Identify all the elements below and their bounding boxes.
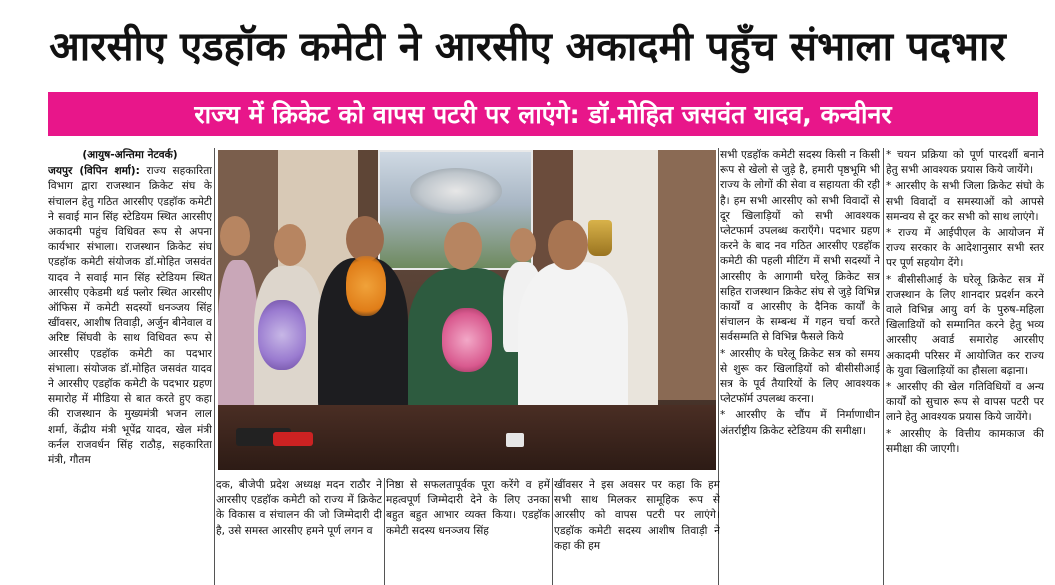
- article-column-5: [720, 148, 880, 585]
- article-column-6: [886, 148, 1044, 585]
- byline: (आयुष-अन्तिमा नेटवर्क): [82, 149, 178, 161]
- column-rule: [552, 478, 553, 585]
- column-5-paragraph: सभी एडहॉक कमेटी सदस्य किसी न किसी रूप से खेलो से जुड़े है, हमारी पृष्ठभूमि भी राज्य के लोगों की सेवा व सहायता की रही है। हम सभी आरसीए को सभी विवादों से दूर खिलाड़ियों को सभी आवश्यक प्लेटफार्म उपलब्ध कराएँगे। पदभार ग्रहण करने के बाद नव गठित आरसीए एडहॉक कमेटी की पहली मीटिंग में सभी सदस्यों ने आरसीए के आगामी घरेलू क्रिकेट सत्र सहित राजस्थान क्रिकेट संघ से जुड़े विभिन्न कार्यों व आरसीए के दैनिक कार्यों के संचालन के सम्बन्ध में गहन चर्चा करते सर्वसम्मति से विभिन्न फैसले किये: [720, 149, 880, 344]
- column-2-text: दक, बीजेपी प्रदेश अध्यक्ष मदन राठौर ने आरसीए एडहॉक कमेटी को राज्य में क्रिकेट के विकास व संचालन की जो जिम्मेदारी दी है, उसे समस्त आरसीए हमने पूर्ण लगन व: [216, 479, 382, 537]
- column-6-point: * आरसीए के सभी जिला क्रिकेट संघो के सभी विवादों व समस्याओं को आपसे समन्वय से दूर कर सभी को साथ लाएंगे।: [886, 180, 1044, 223]
- microphone: [273, 432, 313, 446]
- article-column-1: [48, 148, 212, 585]
- subheadline: राज्य में क्रिकेट को वापस पटरी पर लाएंगे: डॉ.मोहित जसवंत यादव, कन्वीनर: [48, 92, 1038, 136]
- column-6-point: * राज्य में आईपीएल के आयोजन में राज्य सरकार के आदेशानुसार सभी स्तर पर पूर्ण सहयोग देंगे।: [886, 227, 1044, 270]
- column-rule: [883, 148, 884, 585]
- cup: [506, 433, 524, 447]
- column-6-point: * आरसीए के वित्तीय कामकाज की समीक्षा की जाएगी।: [886, 427, 1044, 455]
- column-6-point: * आरसीए की खेल गतिविधियों व अन्य कार्यों को सुचारु रूप से वापस पटरी पर लाने हेतु आवश्यक प्रयास किये जायेंगे।: [886, 381, 1044, 424]
- column-rule: [214, 148, 215, 585]
- column-5-point: * आरसीए के चौंप में निर्माणाधीन अंतर्राष्ट्रीय क्रिकेट स्टेडियम की समीक्षा।: [720, 409, 880, 437]
- column-5-point: * आरसीए के घरेलू क्रिकेट सत्र को समय से शुरू कर खिलाड़ियों को बीसीसीआई सत्र के पूर्व तैयारियों के लिए आवश्यक प्लेटफॉर्म उपलब्ध करना।: [720, 347, 880, 406]
- column-1-text: राज्य सहकारिता विभाग द्वारा राजस्थान क्रिकेट संघ के संचालन हेतु गठित आरसीए एडहॉक कमेटी ने सवाई मान सिंह स्टेडियम स्थित आरसीए अकादमी पहुंच विधिवत रूप से अपना कार्यभार संभाला। राजस्थान क्रिकेट संघ एडहॉक कमेटी संयोजक डॉ.मोहित जसवंत यादव ने सवाई मान सिंह स्टेडियम स्थित आरसीए एकेडमी थर्ड फ्लोर स्थित आरसीए ऑफिस में कमेटी सदस्यों धनञ्जय सिंह खींवसर, आशीष तिवाड़ी, अर्जुन बीनेवाल व अरिष्ट सिंघवी के साथ विधिवत रूप से आरसीए एडहॉक कमेटी का पदभार संभाला। संयोजक डॉ.मोहित जसवंत यादव ने आरसीए एडहॉक कमेटी के पदभार ग्रहण समारोह में मीडिया से बात करते हुए कहा की राजस्थान के मुख्यमंत्री भजन लाल शर्मा, केंद्रीय मंत्री भूपेंद्र यादव, खेल मंत्री कर्नल राजवर्धन सिंह राठौड़, सहकारिता मंत्री, गौतम: [48, 165, 212, 467]
- article-column-4: [554, 478, 720, 585]
- headline: आरसीए एडहॉक कमेटी ने आरसीए अकादमी पहुँच संभाला पदभार: [49, 23, 1006, 70]
- column-3-text: निष्ठा से सफलतापूर्वक पूरा करेंगे व हमें महत्वपूर्ण जिम्मेदारी देने के लिए उनका बहुत बहुत आभार व्यक्त किया। एडहॉक कमेटी सदस्य धनञ्जय सिंह: [386, 479, 550, 537]
- column-6-point: * बीसीसीआई के घरेलू क्रिकेट सत्र में राजस्थान के लिए शानदार प्रदर्शन करने वाले विभिन्न आयु वर्ग के पुरुष-महिला खिलाडियों को सम्मानित करने हेतु भव्य आरसीए अवार्ड समारोह आरसीए अकादमी परिसर में आयोजित कर राज्य के युवा खिलाड़ियों का हौसला बढ़ाना।: [886, 273, 1044, 377]
- column-4-text: खींवसर ने इस अवसर पर कहा कि हम सभी साथ मिलकर सामूहिक रूप से आरसीए को वापस पटरी पर लाएंगे। एडहॉक कमेटी सदस्य आशीष तिवाड़ी ने कहा की हम: [554, 479, 720, 552]
- trophy: [588, 220, 612, 256]
- article-column-2: [216, 478, 382, 585]
- news-photo: [218, 150, 716, 470]
- column-rule: [384, 478, 385, 585]
- column-6-point: * चयन प्रक्रिया को पूर्ण पारदर्शी बनाने हेतु सभी आवश्यक प्रयास किये जायेंगे।: [886, 149, 1044, 177]
- article-paragraph: [48, 164, 212, 468]
- dateline: जयपुर (विपिन शर्मा):: [48, 165, 140, 178]
- article-column-3: [386, 478, 550, 585]
